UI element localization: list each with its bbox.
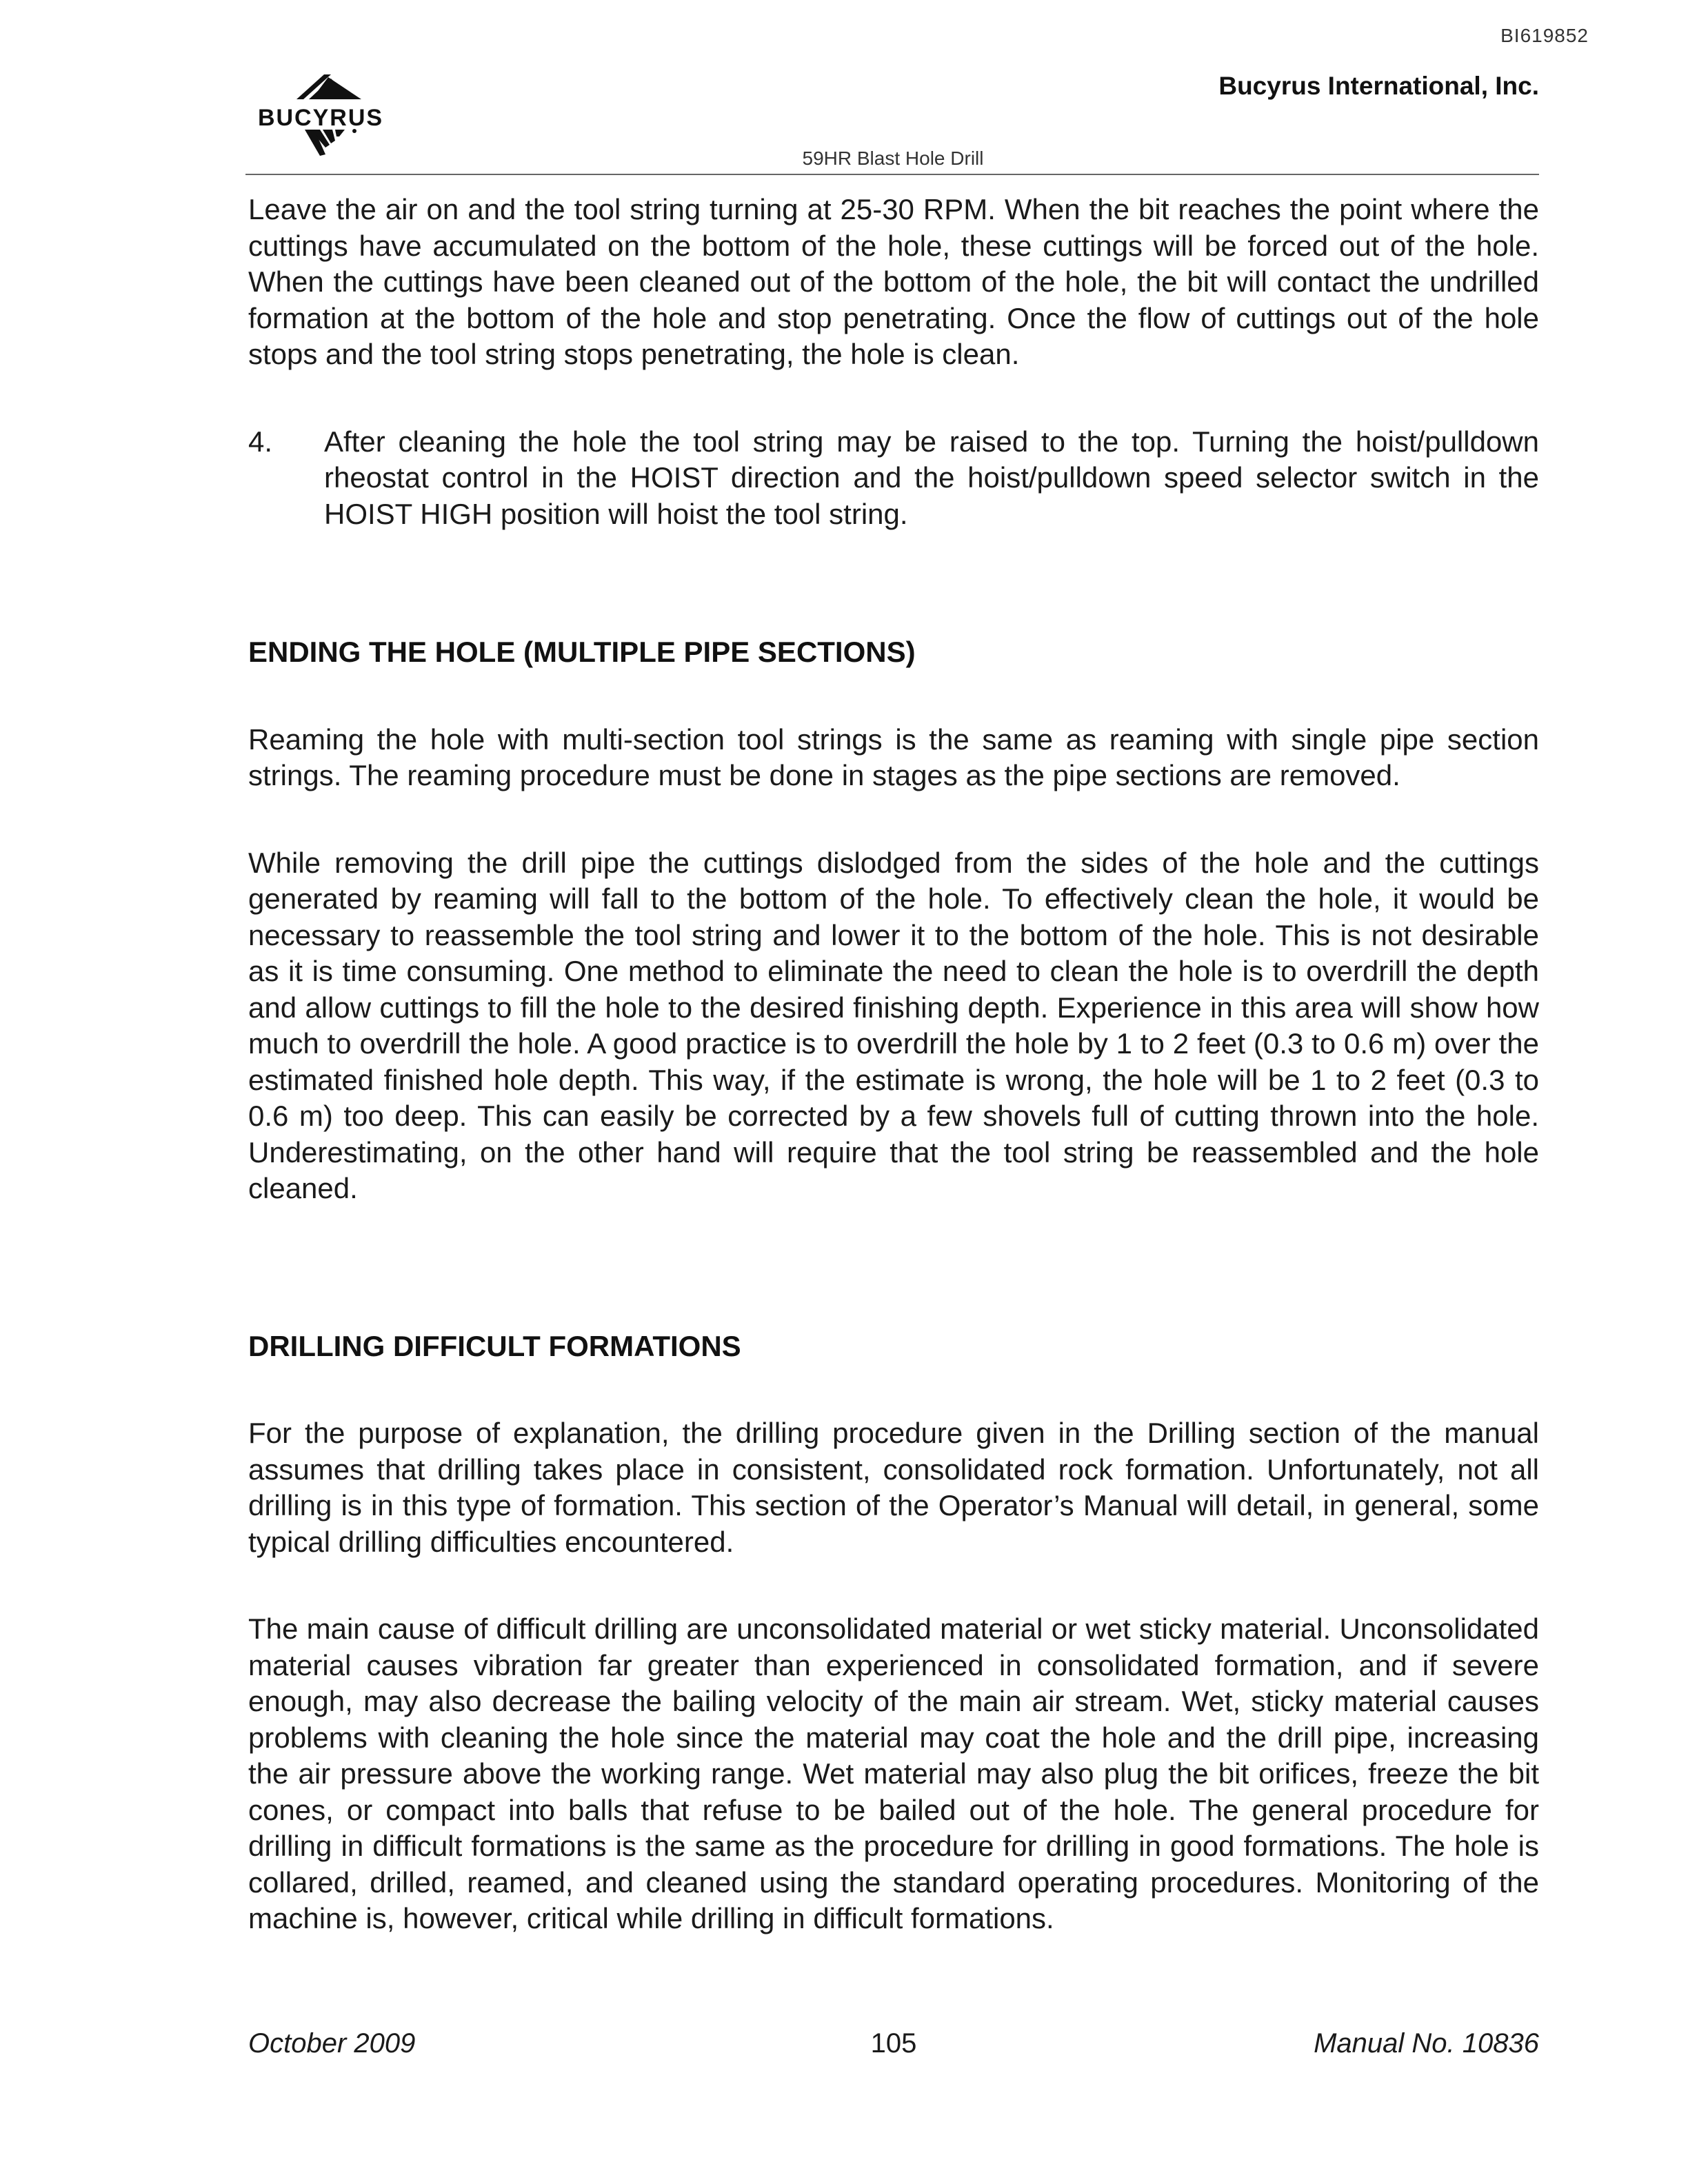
list-text: After cleaning the hole the tool string may be raised to the top. Turning the hoist/pulldown rheostat control in the HOIST direction and the hoist/pulldown speed selector switch in the HOIST HIGH position will hoist the tool string. — [324, 425, 1539, 530]
spacer — [248, 1207, 1539, 1328]
list-number: 4. — [248, 425, 273, 458]
bucyrus-logo — [245, 69, 396, 159]
section-heading-ending-hole: ENDING THE HOLE (MULTIPLE PIPE SECTIONS) — [248, 636, 916, 668]
footer-date: October 2009 — [248, 2028, 416, 2059]
spacer — [248, 373, 1539, 424]
spacer — [248, 532, 1539, 634]
paragraph-explanation: For the purpose of explanation, the drilling procedure given in the Drilling section of the manual assumes that drilling takes place in consistent, consolidated rock formation. Unfortunately, not all drilling is in this type of formation. This section of the Operator’s Manual will detail, in general, some typical drilling difficulties encountered. — [248, 1417, 1539, 1558]
logo-wordmark: BUCYRUS — [257, 105, 384, 131]
footer-manual-number: Manual No. 10836 — [1314, 2028, 1539, 2059]
spacer — [248, 1364, 1539, 1415]
spacer — [248, 794, 1539, 845]
paragraph-cleaning: Leave the air on and the tool string turning at 25-30 RPM. When the bit reaches the point where the cuttings have accumulated on the bottom of the hole, these cuttings will be forced out of the hole. When the cuttings have been cleaned out of the bottom of the hole, the bit will contact the undrilled formation at the bottom of the hole and stop penetrating. Once the flow of cuttings out of the hole stops and the tool string stops penetrating, the hole is clean. — [248, 193, 1539, 370]
list-item-step-4 — [248, 424, 1539, 533]
paragraph-overdrill: While removing the drill pipe the cuttings dislodged from the sides of the hole and the cuttings generated by reaming will fall to the bottom of the hole. To effectively clean the hole, it would be necessary to reassemble the tool string and lower it to the bottom of the hole. This is not desirable as it is time consuming. One method to eliminate the need to clean the hole is to overdrill the depth and allow cuttings to fill the hole to the desired finishing depth. Experience in this area will show how much to overdrill the hole. A good practice is to overdrill the hole by 1 to 2 feet (0.3 to 0.6 m) over the estimated finished hole depth. This way, if the estimate is wrong, the hole will be 1 to 2 feet (0.3 to 0.6 m) too deep. This can easily be corrected by a few shovels full of cutting thrown into the hole. Underestimating, on the other hand will require that the tool string be reassembled and the hole cleaned. — [248, 846, 1539, 1204]
document-id: BI619852 — [1500, 25, 1589, 46]
model-name: 59HR Blast Hole Drill — [802, 148, 984, 169]
section-heading-difficult-formations: DRILLING DIFFICULT FORMATIONS — [248, 1329, 741, 1362]
spacer — [248, 1560, 1539, 1611]
main-content — [248, 192, 1539, 1937]
footer-page-number: 105 — [870, 2028, 917, 2059]
header-rule — [245, 174, 1539, 175]
paragraph-difficult-drilling: The main cause of difficult drilling are unconsolidated material or wet sticky material. Unconsolidated material causes vibration far greater than experienced in consolidated formation, and if severe enough, may also decrease the bailing velocity of the main air stream. Wet, sticky material causes problems with cleaning the hole since the material may coat the hole and the drill pipe, increasing the air pressure above the working range. Wet material may also plug the bit orifices, freeze the bit cones, or compact into balls that refuse to be bailed out of the hole. The general procedure for drilling in difficult formations is the same as the procedure for drilling in good formations. The hole is collared, drilled, reamed, and cleaned using the standard operating procedures. Monitoring of the machine is, however, critical while drilling in difficult formations. — [248, 1612, 1539, 1934]
spacer — [248, 671, 1539, 722]
paragraph-reaming: Reaming the hole with multi-section tool strings is the same as reaming with single pipe section strings. The reaming procedure must be done in stages as the pipe sections are removed. — [248, 722, 1539, 791]
company-name: Bucyrus International, Inc. — [1218, 72, 1539, 100]
